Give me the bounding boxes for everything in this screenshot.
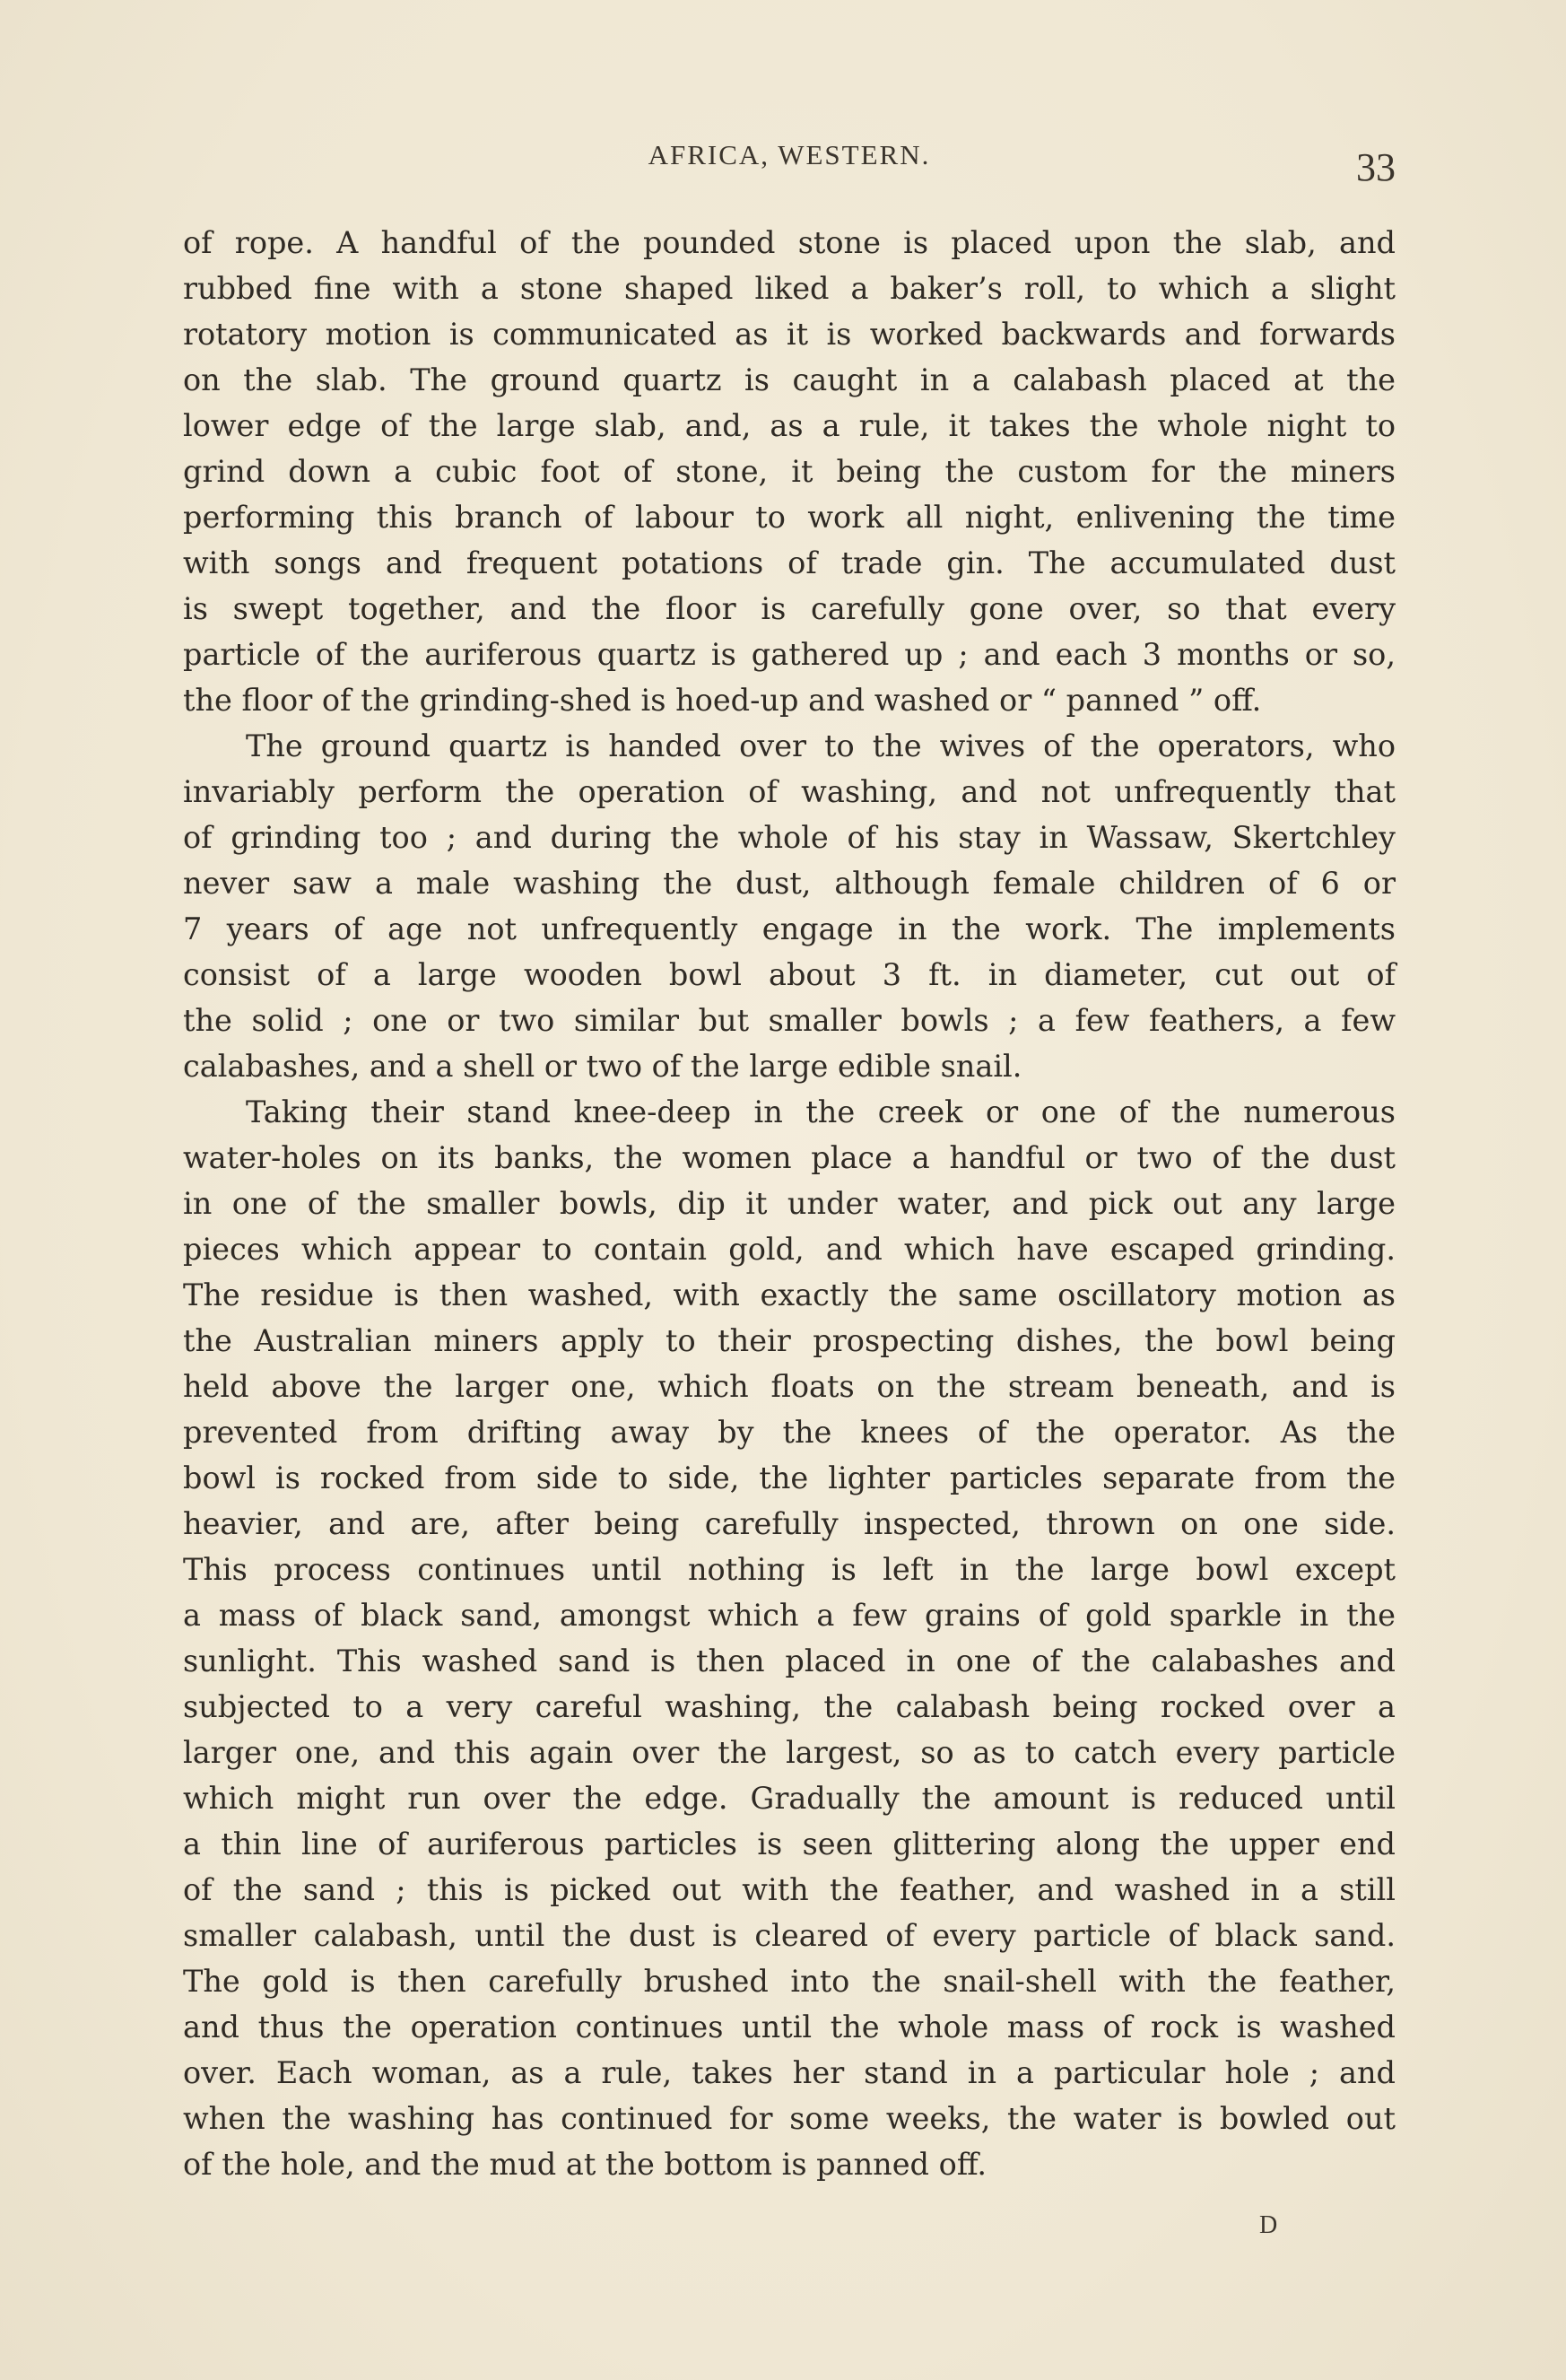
text-line: The gold is then carefully brushed into the snail-shell with the feather, bbox=[183, 1964, 1396, 1999]
text-line: Taking their stand knee-deep in the creek or one of the numerous bbox=[246, 1094, 1396, 1129]
text-line: is swept together, and the floor is carefully gone over, so that every bbox=[183, 591, 1396, 626]
text-line: heavier, and are, after being carefully inspected, thrown on one side. bbox=[183, 1506, 1396, 1541]
text-line: the solid ; one or two similar but smaller bowls ; a few feathers, a few bbox=[183, 1003, 1396, 1038]
text-line: prevented from drifting away by the knees of the operator. As the bbox=[183, 1415, 1396, 1450]
text-line: water-holes on its banks, the women place a handful or two of the dust bbox=[183, 1140, 1396, 1175]
text-line: particle of the auriferous quartz is gathered up ; and each 3 months or so, bbox=[183, 637, 1396, 672]
text-line: The ground quartz is handed over to the wives of the operators, who bbox=[246, 728, 1396, 763]
text-line: of the hole, and the mud at the bottom is panned off. bbox=[183, 2147, 987, 2182]
text-line: pieces which appear to contain gold, and which have escaped grinding. bbox=[183, 1232, 1396, 1267]
text-line: consist of a large wooden bowl about 3 ft. in diameter, cut out of bbox=[183, 957, 1396, 992]
text-line: the floor of the grinding-shed is hoed-up and washed or “ panned ” off. bbox=[183, 683, 1262, 718]
signature-mark: D bbox=[1259, 2211, 1278, 2239]
text-line: smaller calabash, until the dust is cleared of every particle of black sand. bbox=[183, 1918, 1396, 1953]
text-line: held above the larger one, which floats on the stream beneath, and is bbox=[183, 1369, 1396, 1404]
text-line: subjected to a very careful washing, the calabash being rocked over a bbox=[183, 1689, 1396, 1724]
text-line: of grinding too ; and during the whole of his stay in Wassaw, Skertchley bbox=[183, 820, 1396, 855]
text-line: This process continues until nothing is left in the large bowl except bbox=[183, 1552, 1396, 1587]
text-line: lower edge of the large slab, and, as a rule, it takes the whole night to bbox=[183, 408, 1396, 443]
text-line: which might run over the edge. Gradually the amount is reduced until bbox=[183, 1781, 1396, 1816]
text-line: larger one, and this again over the largest, so as to catch every particle bbox=[183, 1735, 1396, 1770]
text-line: bowl is rocked from side to side, the lighter particles separate from the bbox=[183, 1460, 1396, 1495]
body-text bbox=[183, 220, 1396, 2187]
text-line: in one of the smaller bowls, dip it under water, and pick out any large bbox=[183, 1186, 1396, 1221]
text-line: of the sand ; this is picked out with the feather, and washed in a still bbox=[183, 1872, 1396, 1907]
text-line: rotatory motion is communicated as it is worked backwards and forwards bbox=[183, 317, 1396, 352]
text-line: the Australian miners apply to their prospecting dishes, the bowl being bbox=[183, 1323, 1396, 1358]
text-line: over. Each woman, as a rule, takes her stand in a particular hole ; and bbox=[183, 2055, 1396, 2090]
text-line: a mass of black sand, amongst which a few grains of gold sparkle in the bbox=[183, 1598, 1396, 1633]
text-line: The residue is then washed, with exactly the same oscillatory motion as bbox=[183, 1277, 1396, 1312]
text-line: 7 years of age not unfrequently engage in the work. The implements bbox=[183, 911, 1396, 946]
text-line: and thus the operation continues until the whole mass of rock is washed bbox=[183, 2009, 1396, 2044]
text-line: rubbed fine with a stone shaped liked a baker’s roll, to which a slight bbox=[183, 271, 1396, 306]
text-line: a thin line of auriferous particles is seen glittering along the upper end bbox=[183, 1826, 1396, 1861]
text-line: grind down a cubic foot of stone, it being the custom for the miners bbox=[183, 454, 1396, 489]
text-line: of rope. A handful of the pounded stone is placed upon the slab, and bbox=[183, 225, 1396, 260]
page-title: AFRICA, WESTERN. bbox=[648, 139, 931, 170]
running-head bbox=[183, 139, 1396, 193]
text-line: performing this branch of labour to work all night, enlivening the time bbox=[183, 500, 1396, 535]
text-line: never saw a male washing the dust, although female children of 6 or bbox=[183, 866, 1396, 901]
text-line: when the washing has continued for some weeks, the water is bowled out bbox=[183, 2101, 1396, 2136]
text-line: with songs and frequent potations of trade gin. The accumulated dust bbox=[183, 545, 1396, 580]
text-line: invariably perform the operation of washing, and not unfrequently that bbox=[183, 774, 1396, 809]
text-line: calabashes, and a shell or two of the large edible snail. bbox=[183, 1049, 1022, 1084]
page-number: 33 bbox=[1356, 145, 1396, 189]
text-line: on the slab. The ground quartz is caught in a calabash placed at the bbox=[183, 362, 1396, 397]
text-line: sunlight. This washed sand is then placed in one of the calabashes and bbox=[183, 1643, 1396, 1678]
